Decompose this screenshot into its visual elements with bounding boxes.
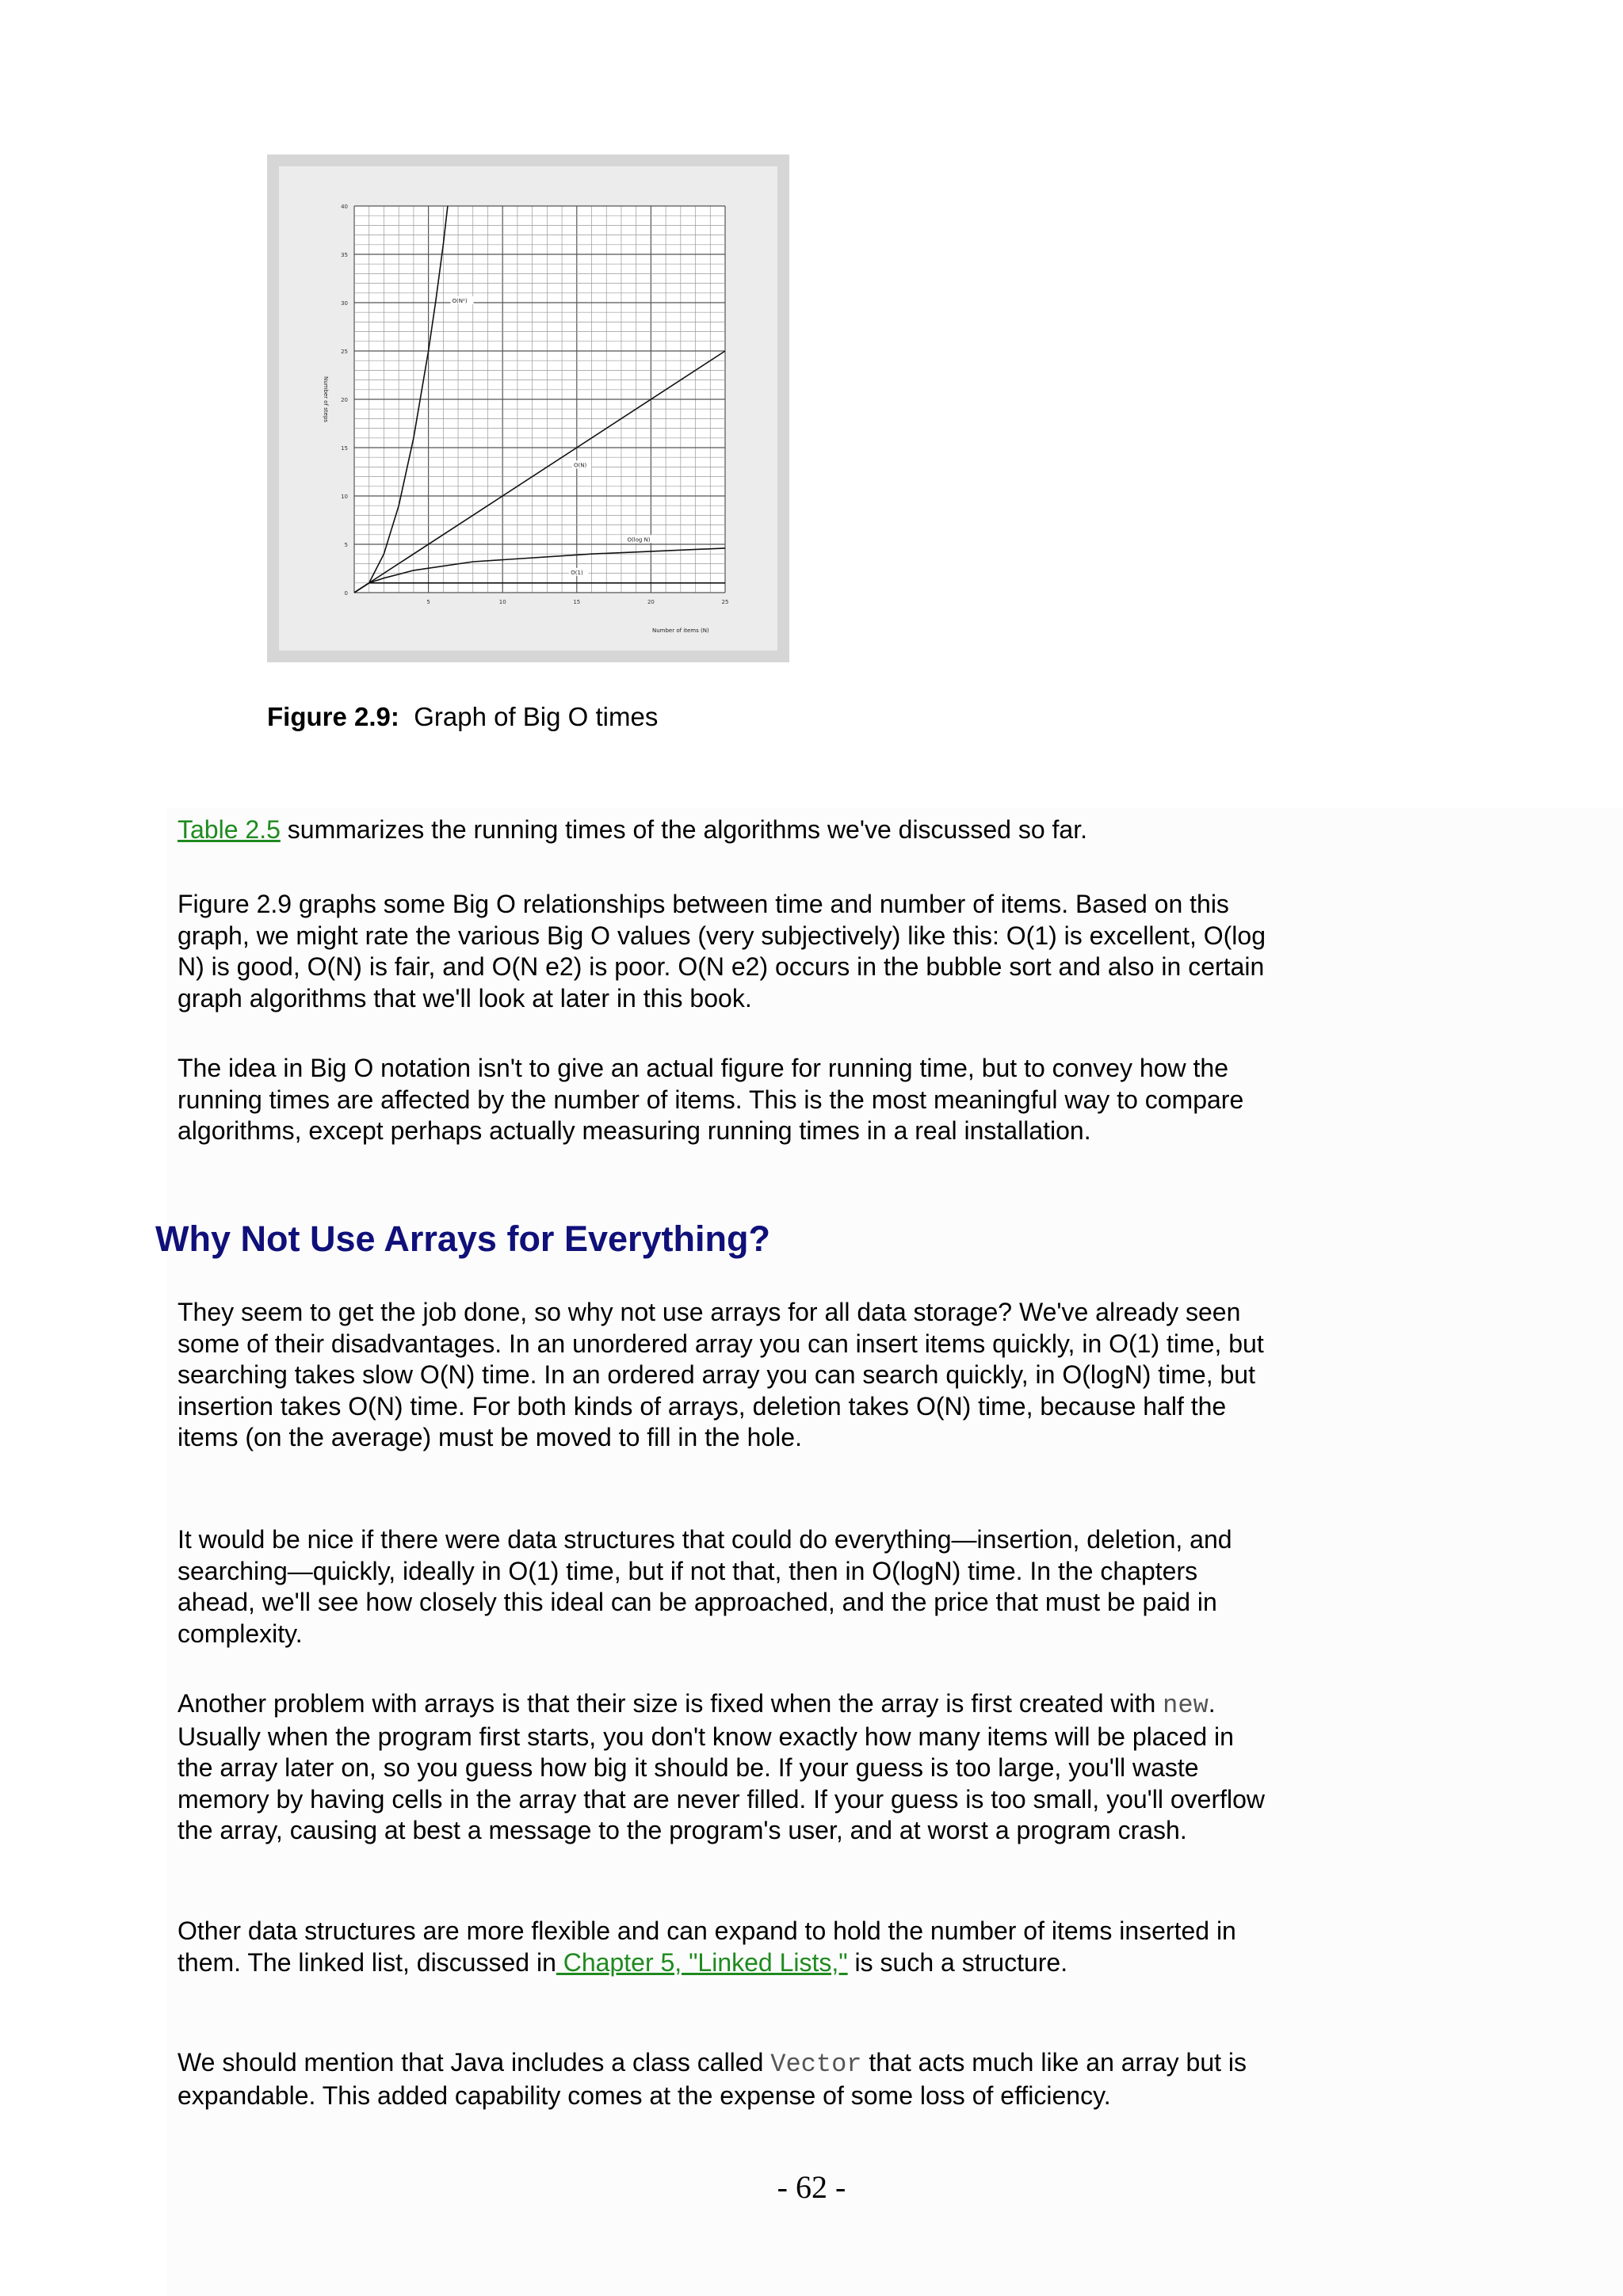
paragraph-text: is such a structure. <box>847 1947 1068 1977</box>
y-axis-label: Number of steps <box>323 376 329 423</box>
caption-text: Graph of Big O times <box>414 702 659 731</box>
paragraph-text: Other data structures are more flexible and can expand to hold the number of items inserted in them. The linked list, discussed in <box>178 1917 1236 1977</box>
chapter-5-link[interactable]: Chapter 5, "Linked Lists," <box>556 1947 848 1977</box>
series-label: O(N) <box>574 462 587 469</box>
paragraph-fixed-size <box>178 1688 1271 1847</box>
y-tick-label: 25 <box>341 349 348 355</box>
paragraph-text: summarizes the running times of the algorithms we've discussed so far. <box>280 815 1087 844</box>
code-vector: Vector <box>770 2050 862 2079</box>
paragraph-big-o-idea: The idea in Big O notation isn't to give an actual figure for running time, but to convey how the running times are affected by the number of items. This is the most meaningful way to compare algorithms, except perhaps actually measuring running times in a real installation. <box>178 1054 1244 1145</box>
table-2-5-link[interactable]: Table 2.5 <box>178 815 281 844</box>
paragraph-text: Another problem with arrays is that their size is fixed when the array is first created with <box>178 1689 1163 1718</box>
y-tick-label: 15 <box>341 445 348 452</box>
figure-frame <box>267 154 789 662</box>
paragraph-figure-description: Figure 2.9 graphs some Big O relationships between time and number of items. Based on this graph, we might rate the various Big O values (very subjectively) like this: O(1) is excellent, O(log N) is good, O(N) is fair, and O(N e2) is poor. O(N e2) occurs in the bubble sort and also in certain graph algorithms that we'll look at later in this book. <box>178 890 1266 1013</box>
paragraph-array-disadvantages: They seem to get the job done, so why not use arrays for all data storage? We've already seen some of their disadvantages. In an unordered array you can insert items quickly, in O(1) time, but searching takes slow O(N) time. In an ordered array you can search quickly, in O(logN) time, but insertion takes O(N) time. For both kinds of arrays, deletion takes O(N) time, because half the items (on the average) must be moved to fill in the hole. <box>178 1298 1264 1451</box>
y-tick-label: 0 <box>344 590 348 597</box>
paragraph-table-summary <box>178 814 1271 846</box>
figure-caption <box>267 702 658 732</box>
paragraph-text: . Usually when the program first starts, you don't know exactly how many items will be placed in the array later on, so you guess how big it should be. If your guess is too large, you'll waste memory by having cells in the array that are never filled. If your guess is too small, you'll overflow the array, causing at best a message to the program's user, and at worst a program crash. <box>178 1689 1266 1844</box>
series-label: O(N²) <box>452 298 468 304</box>
y-tick-label: 35 <box>341 252 348 258</box>
paragraph-linked-lists <box>178 1916 1271 1978</box>
code-new: new <box>1163 1691 1209 1720</box>
paragraph-text: We should mention that Java includes a class called <box>178 2048 771 2077</box>
y-tick-label: 30 <box>341 300 348 307</box>
caption-label: Figure 2.9: <box>267 702 399 731</box>
y-tick-label: 40 <box>341 204 348 210</box>
x-tick-label: 5 <box>426 599 430 605</box>
series-label: O(1) <box>571 569 583 576</box>
x-tick-label: 15 <box>573 599 581 605</box>
section-heading: Why Not Use Arrays for Everything? <box>155 1219 770 1259</box>
page-number: - 62 - <box>777 2169 846 2205</box>
y-tick-label: 10 <box>341 494 348 500</box>
x-axis-label: Number of items (N) <box>651 627 709 634</box>
series-label: O(log N) <box>627 536 651 543</box>
paragraph-ideal-structures: It would be nice if there were data structures that could do everything—insertion, deletion, and searching—quickly, ideally in O(1) time, but if not that, then in O(logN) time. In the chapters ahead, we'll see how closely this ideal can be approached, and the price that must be paid in complexity. <box>178 1525 1232 1648</box>
x-tick-label: 20 <box>647 599 655 605</box>
x-tick-label: 25 <box>721 599 729 605</box>
y-tick-label: 20 <box>341 397 348 403</box>
x-tick-label: 10 <box>498 599 506 605</box>
paragraph-text: that acts much like an array but is expandable. This added capability comes at the expense of some loss of efficiency. <box>178 2048 1247 2110</box>
paragraph-vector <box>178 2047 1271 2111</box>
big-o-chart <box>279 166 777 650</box>
y-tick-label: 5 <box>344 542 348 548</box>
chart-panel <box>279 166 777 650</box>
